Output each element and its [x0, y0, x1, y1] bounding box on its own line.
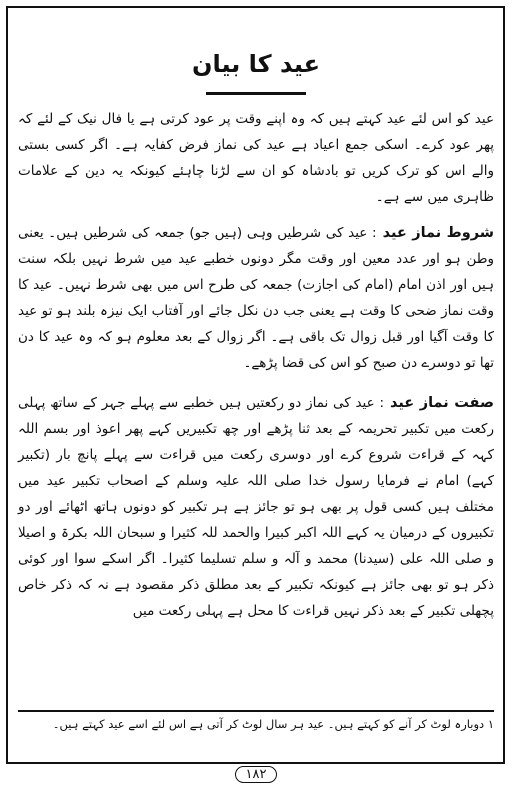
page-title: عید کا بیان	[191, 50, 321, 78]
paragraph-intro	[18, 106, 494, 220]
paragraph-method	[18, 390, 494, 634]
footnote: ۱ دوبارہ لوٹ کر آنے کو کہتے ہیں۔ عید ہر سال لوٹ کر آتی ہے اس لئے اسے عید کہتے ہیں۔	[52, 717, 494, 731]
page-number	[0, 766, 512, 783]
page-number-label: ۱۸۲	[235, 766, 278, 783]
section-heading-conditions: شروط نماز عید	[382, 225, 495, 241]
footnote-divider	[18, 710, 494, 712]
paragraph-conditions	[18, 220, 494, 386]
paragraph-intro-text: عید کو اس لئے عید کہتے ہیں کہ وہ اپنے وقت پر عود کرتی ہے یا فال نیک کے لئے کہ پھر عود کرے۔ اسکی جمع اعیاد ہے عید کی نماز فرض کفایہ ہے۔ اگر کسی بستی والے اس کو ترک کریں تو بادشاہ کو ان سے لڑنا چاہئے کیونکہ یہ دین کے علامات ظاہری میں سے ہے۔	[18, 111, 494, 205]
paragraph-conditions-text: : عید کی شرطیں وہی (ہیں جو) جمعہ کی شرطیں ہیں۔ یعنی وطن ہو اور عدد معین اور وقت مگر دونوں خطبے عید میں شرط نہیں بلکہ سنت ہیں اور اذن امام (امام کی اجازت) جمعہ کی طرح اس میں بھی شرط نہیں۔ عید کا وقت نماز ضحی کا وقت ہے یعنی جب دن نکل جائے اور آفتاب ایک نیزہ بلند ہو تو عید کا وقت آگیا اور قبل زوال تک باقی ہے۔ اگر زوال کے بعد معلوم ہو کہ وہ عید کا دن تھا تو دوسرے دن صبح کو اس کی قضا پڑھے۔	[18, 225, 494, 371]
section-heading-method: صفت نماز عید	[390, 395, 494, 411]
paragraph-method-text: : عید کی نماز دو رکعتیں ہیں خطبے سے پہلے جہر کے ساتھ پہلی رکعت میں تکبیر تحریمہ کے بعد ثنا پڑھے اور چھ تکبیریں کہے پھر اعوذ اور بسم اللہ کہہ کے قراءت شروع کرے اور دوسری رکعت میں قراءت سے پہلے پانچ بار (تکبیر کہے) امام نے فرمایا رسول خدا صلی اللہ علیہ وسلم کے اصحاب تکبیر عید میں مختلف ہیں کسی قول پر بھی ہو تو جائز ہے ہر تکبیر کو دونوں ہاتھ اٹھائے اور دو تکبیروں کے درمیان یہ کہے اللہ اکبر کبیرا والحمد للہ کثیرا و سبحان اللہ بکرۃ و اصیلا و صلی اللہ علی (سیدنا) محمد و آلہ و سلم تسلیما کثیرا۔ اگر اسکے سوا اور کوئی ذکر ہو تو بھی جائز ہے کیونکہ تکبیر کے بعد مطلق ذکر مقصود ہے نہ کہ ذکر خاص پچھلی تکبیر کے بعد ذکر نہیں قراءت کا محل ہے پہلی رکعت میں	[18, 395, 494, 619]
title-underline	[206, 92, 306, 95]
